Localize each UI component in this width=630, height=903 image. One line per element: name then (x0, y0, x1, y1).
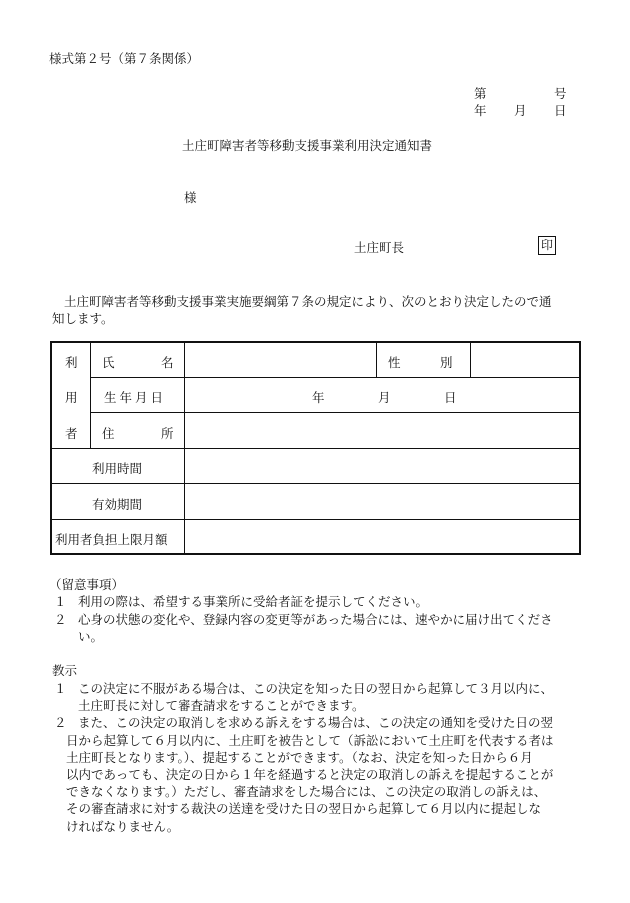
notes-heading: （留意事項） (49, 577, 125, 592)
instruction-item-2-line-4: 以内であっても、決定の日から１年を経過すると決定の取消しの訴えを提起することが (66, 767, 554, 782)
instruction-number: ２ (54, 715, 67, 730)
instruction-item-2-line-7: ければなりません。 (66, 819, 180, 834)
gender-label-sei: 性 (388, 355, 401, 370)
usage-time-field[interactable] (196, 459, 566, 475)
name-label-shi: 氏 (102, 355, 115, 370)
instruction-item-2-line-5: できなくなります。）ただし、審査請求をした場合には、この決定の取消しの訴えは、 (66, 784, 547, 799)
instruction-item-1-line-2: 土庄町長に対して審査請求をすることができます。 (78, 698, 365, 713)
instruction-item-2-line-6: その審査請求に対する裁決の送達を受けた日の翌日から起算して６月以内に提起しな (66, 801, 542, 816)
instruction-item-2-line-3: 土庄町長となります。）、提起することができます。（なお、決定を知った日から６月 (66, 750, 533, 765)
address-label-sho: 所 (161, 426, 174, 441)
birth-unit-day: 日 (444, 390, 457, 405)
user-label-sha: 者 (65, 426, 78, 441)
body-line-1: 土庄町障害者等移動支援事業実施要綱第７条の規定により、次のとおり決定したので通 (64, 294, 552, 309)
gender-value-field[interactable] (480, 353, 572, 369)
instruction-item-2-line-2: 日から起算して６月以内に、土庄町を被告として（訴訟において土庄町を代表する者は (66, 733, 554, 748)
addressee-suffix: 様 (184, 190, 197, 205)
number-go: 号 (554, 86, 567, 101)
note-number: ２ (54, 612, 67, 627)
gender-label-betsu: 別 (440, 355, 453, 370)
date-nen: 年 (474, 103, 487, 118)
user-label-you: 用 (65, 390, 78, 405)
form-label: 様式第２号（第７条関係） (49, 51, 200, 66)
document-title: 土庄町障害者等移動支援事業利用決定通知書 (182, 138, 433, 153)
seal-stamp: 印 (538, 236, 556, 255)
name-label-mei: 名 (161, 355, 174, 370)
decision-table (50, 341, 581, 555)
user-label-ri: 利 (65, 355, 78, 370)
number-dai: 第 (474, 86, 487, 101)
instruction-number: １ (54, 681, 67, 696)
validity-period-field[interactable] (196, 495, 566, 511)
monthly-limit-label: 利用者負担上限月額 (55, 532, 168, 547)
note-item-2-continued: い。 (78, 629, 104, 644)
address-value-field[interactable] (196, 424, 566, 440)
date-tsuki: 月 (514, 103, 527, 118)
issuer-name: 土庄町長 (354, 240, 405, 255)
birth-unit-year: 年 (312, 390, 325, 405)
body-line-2: 知します。 (52, 311, 114, 326)
note-item-1: １ 利用の際は、希望する事業所に受給者証を提示してください。 (54, 594, 429, 609)
instructions-heading: 教示 (52, 663, 78, 678)
note-item-2: ２ 心身の状態の変化や、登録内容の変更等があった場合には、速やかに届け出てくださ (54, 612, 553, 627)
validity-period-label: 有効期間 (92, 497, 143, 512)
birth-label: 生年月日 (104, 390, 167, 405)
usage-time-label: 利用時間 (92, 461, 143, 476)
instruction-item-2: ２ また、この決定の取消しを求める訴えをする場合は、この決定の通知を受けた日の翌 (54, 715, 554, 730)
monthly-limit-field[interactable] (196, 530, 566, 546)
address-label-ju: 住 (102, 426, 115, 441)
note-number: １ (54, 594, 67, 609)
instruction-item-1: １ この決定に不服がある場合は、この決定を知った日の翌日から起算して３月以内に、 (54, 681, 554, 696)
birth-unit-month: 月 (378, 390, 391, 405)
date-hi: 日 (554, 103, 567, 118)
name-value-field[interactable] (196, 353, 368, 369)
